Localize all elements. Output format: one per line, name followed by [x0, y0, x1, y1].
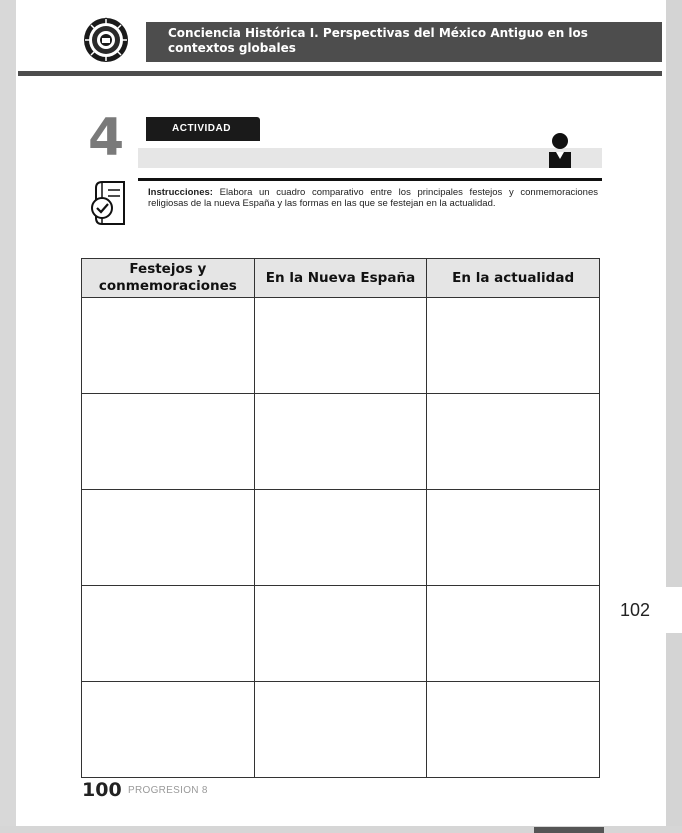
activity-band: [138, 148, 602, 168]
instructions-body: Elabora un cuadro comparativo entre los principales festejos y conmemoraciones religiosas de la nueva España y las formas en las que se festejan en la actualidad.: [148, 187, 598, 209]
column-header-festejos: Festejos y conmemoraciones: [82, 259, 255, 298]
table-cell[interactable]: [254, 394, 427, 490]
aztec-sun-stone-icon: [82, 16, 130, 64]
comparative-table: [81, 258, 600, 778]
table-row: [82, 490, 600, 586]
header-title-bar: [146, 22, 662, 62]
table-cell[interactable]: [427, 298, 600, 394]
table-cell[interactable]: [82, 682, 255, 778]
notebook-check-icon: [88, 178, 134, 228]
table-cell[interactable]: [427, 586, 600, 682]
table-cell[interactable]: [427, 490, 600, 586]
activity-tab: ACTIVIDAD: [146, 117, 260, 141]
table-row: [82, 298, 600, 394]
table-row: [82, 682, 600, 778]
table-cell[interactable]: [254, 682, 427, 778]
footer-section-label: PROGRESION 8: [128, 785, 208, 796]
activity-divider: [138, 178, 602, 181]
column-header-nueva-espana: En la Nueva España: [254, 259, 427, 298]
instructions-label: Instrucciones:: [148, 187, 213, 198]
header-title-line2: contextos globales: [168, 41, 296, 55]
scroll-indicator[interactable]: [534, 827, 604, 833]
page-indicator-badge: 102: [602, 587, 682, 633]
table-cell[interactable]: [82, 490, 255, 586]
table-cell[interactable]: [82, 298, 255, 394]
column-header-actualidad: En la actualidad: [427, 259, 600, 298]
activity-number: 4: [88, 108, 125, 168]
table-cell[interactable]: [82, 394, 255, 490]
footer-page-number: 100: [82, 779, 122, 801]
table-cell[interactable]: [427, 682, 600, 778]
table-cell[interactable]: [254, 490, 427, 586]
table-cell[interactable]: [254, 298, 427, 394]
header-title-line1: Conciencia Histórica I. Perspectivas del México Antiguo en los: [168, 26, 588, 40]
page-right-margin: [666, 0, 682, 833]
instructions-text: [148, 188, 598, 209]
page-left-margin: [0, 0, 16, 833]
table-row: [82, 586, 600, 682]
table-row: [82, 394, 600, 490]
table-cell[interactable]: [427, 394, 600, 490]
header-divider: [18, 71, 662, 76]
table-cell[interactable]: [82, 586, 255, 682]
table-cell[interactable]: [254, 586, 427, 682]
table-header-row: [82, 259, 600, 298]
student-icon: [546, 132, 574, 168]
